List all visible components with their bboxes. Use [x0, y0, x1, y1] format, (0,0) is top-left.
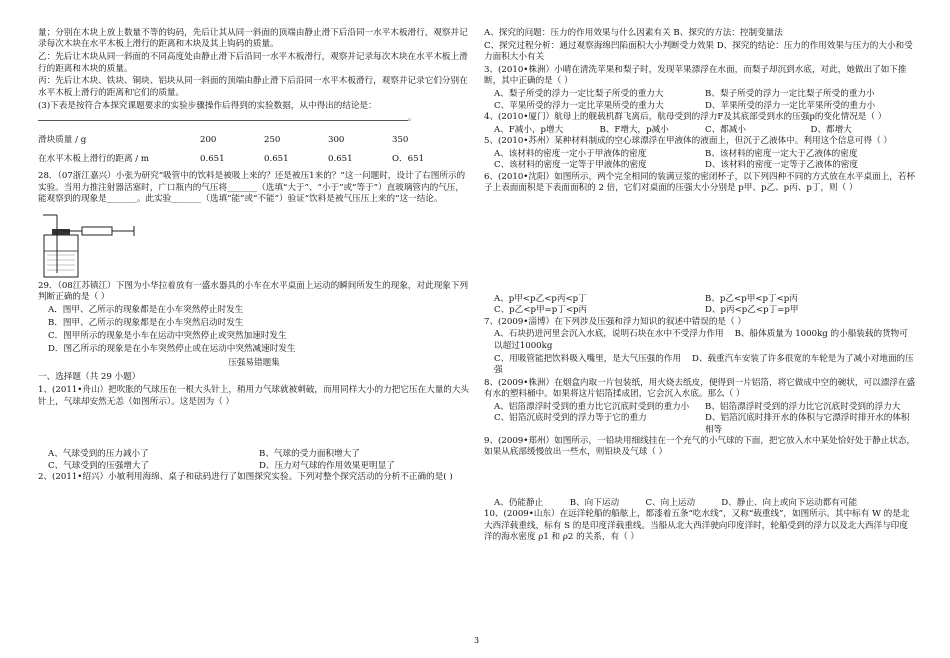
option-row: [484, 294, 916, 305]
para-yi: 乙：先后让木块从同一斜面的不同高度处由静止滑下后沿同一水平木板滑行，观察并记录每次木块在水平木板上滑行的距离和木块的质量。: [38, 52, 468, 74]
option-row: [484, 160, 916, 171]
option-d: D、压力对气球的作用效果更明显了: [259, 460, 395, 471]
option-row: [484, 125, 916, 136]
option-a: A．图甲、乙所示的现象都是在小车突然停止时发生: [48, 305, 244, 316]
answer-line: [38, 120, 408, 121]
question-29: 29．（08江苏镇江）下图为小华拉着放有一盛水器具的小车在水平桌面上运动的瞬间所发生的现象，对此现象下列判断正确的是（ ）: [38, 280, 469, 303]
option-b: B、p乙<p甲<p丁<p丙: [705, 293, 798, 304]
table-cell: 250: [264, 134, 281, 145]
option-d: D、载重汽车安装了许多很宽的车轮是为了减小对地面的压强: [494, 353, 914, 375]
question-1: 1、(2011•舟山）把吹胀的气球压在一根大头针上，稍用力气球就被刺破，而用同样大小的力把它压在大量的大头针上，气球却安然无恙（如图所示）。这是因为（ ）: [38, 385, 470, 407]
question-6: 6、(2010•沈阳）如图所示，两个完全相同的装满豆浆的密闭杯子，以下列四种不同的方式放在水平桌面上，若杯子上表面面积是下表面面积的 2 倍，它们对桌面的压强大小分别是 p甲、p乙、p丙、p丁，则（ ）: [484, 171, 916, 193]
option-b: B、梨子所受的浮力一定比梨子所受的重力小: [705, 89, 875, 100]
option-a: A、F减小，p增大: [494, 124, 564, 135]
question-7: 7、(2009•淄博）在下列涉及压强和浮力知识的叙述中错误的是（ ）: [484, 316, 746, 327]
option-a: A、p甲<p乙<p丙<p丁: [494, 293, 587, 304]
table-cell: 0.651: [200, 154, 225, 165]
table-row: [38, 131, 456, 150]
option-ab: [484, 329, 916, 352]
table-cell: O．651: [392, 154, 425, 165]
option-b: B、气球的受力面积增大了: [259, 449, 360, 460]
data-table: [38, 131, 456, 170]
table-cell: 滑块质量 / g: [38, 134, 87, 145]
option-a: A、石块扔进河里会沉入水底，说明石块在水中不受浮力作用: [494, 329, 724, 340]
option-ab: A、探究的问题：压力的作用效果与什么因素有关 B、探究的方法：控制变量法: [484, 28, 783, 38]
answer-line-end: 。: [408, 113, 417, 124]
option-d: D、铝箔沉底时排开水的体积与它漂浮时排开水的体积相等: [705, 413, 910, 435]
option-c: C、p乙<p甲=p丁<p丙: [494, 305, 588, 316]
option-c: C、铝箔沉底时受到的浮力等于它的重力: [494, 413, 647, 424]
question-4: 4、(2010•厦门）航母上的舰载机群飞离后，航母受到的浮力F及其底部受到水的压强p的变化情况是（ ）: [484, 111, 887, 122]
question-3-prompt: (3)下表是按符合本探究课题要求的实验步骤操作后得到的实验数据，从中得出的结论是：: [38, 100, 377, 111]
option-cd: C、探究过程分析：通过观察海绵凹陷面积大小判断受力效果 D、探究的结论：压力的作用效果与压力的大小和受力面积大小有关: [484, 40, 913, 63]
option-c: C、气球受到的压强增大了: [48, 460, 150, 471]
para-bing: 丙：先后让木块、铁块、铜块、铝块从同一斜面的顶端由静止滑下后沿同一水平木板滑行，观察并记录它们分别在水平木板上滑行的距离和它们的质量。: [38, 76, 468, 98]
option-c: C、苹果所受的浮力一定比苹果所受的重力大: [494, 100, 664, 111]
option-row: [484, 305, 916, 316]
option-b: B、铝箔漂浮时受到的浮力比它沉底时受到的浮力大: [705, 401, 901, 412]
syringe-bottle-icon: [38, 207, 158, 281]
option-row: [484, 402, 916, 413]
option-c: C、用吸管能把饮料吸入嘴里，是大气压强的作用: [494, 353, 682, 364]
option-d: D、静止、向上或向下运动都有可能: [721, 498, 858, 509]
table-row: [38, 150, 456, 169]
option-b: B．图甲、乙所示的现象都是在小车突然启动时发生: [48, 318, 244, 328]
question-10: 10、(2009•山东）在远洋轮船的船舷上，都漆着五条“吃水线”，又称“载重线”，如图所示。其中标有 W 的是北大西洋载重线，标有 S 的是印度洋载重线。当船从北大西洋驶向印度洋时，轮船受到的浮力以及北大西洋与印度洋的海水密度 ρ1 和 ρ2 的关系，有（ ）: [484, 509, 910, 543]
option-a: A、气球受到的压力减小了: [48, 449, 149, 460]
table-cell: 300: [328, 134, 345, 145]
option-d: D、苹果所受的浮力一定比苹果所受的重力小: [705, 100, 876, 111]
option-row: [38, 461, 470, 472]
option-a: A、仍能静止: [494, 498, 544, 509]
option-row: [484, 101, 916, 112]
option-b: B、向下运动: [569, 498, 620, 509]
table-cell: 0.651: [264, 154, 289, 165]
option-d: D、都增大: [810, 124, 852, 135]
table-cell: 350: [392, 134, 409, 145]
option-cd: [484, 354, 916, 377]
table-cell: 200: [200, 134, 217, 145]
right-column: [484, 28, 916, 545]
option-a: A、该材料的密度一定小于甲液体的密度: [494, 148, 647, 159]
question-3: 3、(2010•株洲）小晴在清洗苹果和梨子时，发现苹果漂浮在水面，而梨子却沉到水底，对此，她做出了如下推断，其中正确的是（ ）: [484, 65, 907, 87]
question-2: 2、(2011•绍兴）小敏利用海绵、桌子和砝码进行了如图探究实验。下列对整个探究活动的分析不正确的是( ): [38, 472, 453, 483]
figure-space: [484, 196, 916, 294]
para-jia: 量；分别在木块上放上数量不等的钩码，先后让其从同一斜面的顶端由静止滑下后沿同一水平木板滑行，观察并记录每次木块在水平木板上滑行的距离和木块及其上钩码的质量。: [38, 28, 468, 50]
table-cell: 在水平木板上滑行的距离 / m: [38, 154, 150, 165]
option-row: [484, 149, 916, 160]
section-heading: 一、选择题（共 29 小题）: [38, 372, 141, 383]
left-column: [38, 28, 470, 485]
collection-title: 压强易错题集: [228, 358, 280, 369]
option-d: D、该材料的密度一定等于乙液体的密度: [705, 160, 858, 171]
figure-space: [484, 460, 916, 498]
option-a: A、梨子所受的浮力一定比梨子所受的重力大: [494, 89, 664, 100]
table-cell: 0.651: [328, 154, 353, 165]
option-b: B、F增大，p减小: [599, 124, 669, 135]
option-d: D．图乙所示的现象是在小车突然停止或在运动中突然减速时发生: [48, 343, 296, 354]
option-row: [484, 413, 916, 436]
option-row: [484, 498, 916, 509]
question-9: 9、(2009•郑州）如图所示，一铅块用细线挂在一个充气的小气球的下面，把它放入水中某处恰好处于静止状态，如果从底部缓慢放出一些水，则铅块及气球（ ）: [484, 435, 916, 458]
option-row: [484, 89, 916, 100]
option-c: C、都减小: [705, 124, 746, 135]
option-d: D、p丙<p乙<p丁=p甲: [705, 305, 799, 316]
option-c: C．图甲所示的现象是小车在运动中突然停止或突然加速时发生: [48, 330, 287, 341]
option-c: C、该材料的密度一定等于甲液体的密度: [494, 160, 647, 171]
option-a: A、铝箔漂浮时受到的重力比它沉底时受到的重力小: [494, 401, 690, 412]
option-c: C、向上运动: [645, 498, 696, 509]
page-number: 3: [474, 636, 480, 645]
question-8: 8、(2009•株洲）在烟盒内取一片包装纸，用火烧去纸皮，便得到一片铝箔，将它做成中空的碗状，可以漂浮在盛有水的塑料桶中。如果将这片铝箔揉成团，它会沉入水底。那么（ ）: [484, 377, 916, 400]
option-b: B、该材料的密度一定大于乙液体的密度: [705, 148, 858, 159]
option-b: B、船体质量为 1000kg 的小船装载的货物可以超过1000kg: [494, 329, 908, 351]
option-row: [38, 449, 470, 460]
question-5: 5、(2010•苏州）某种材料制成的空心球漂浮在甲液体的液面上，但沉于乙液体中。利用这个信息可得（ ）: [484, 136, 893, 147]
syringe-bottle-figure: [38, 207, 470, 281]
question-28: 28．（07浙江嘉兴）小张为研究“吸管中的饮料是被吸上来的？还是被压1来的？”这一问题时，设计了右图所示的实验。当用力推注射器活塞时，广口瓶内的气压将_______（选填“大于”、“小于”或“等于”）直玻璃管内的气压，能观察到的现象是_______。此实验_______（选填“能”或“不能”）验证“饮料是被气压压上来的”这一结论。: [38, 171, 466, 205]
